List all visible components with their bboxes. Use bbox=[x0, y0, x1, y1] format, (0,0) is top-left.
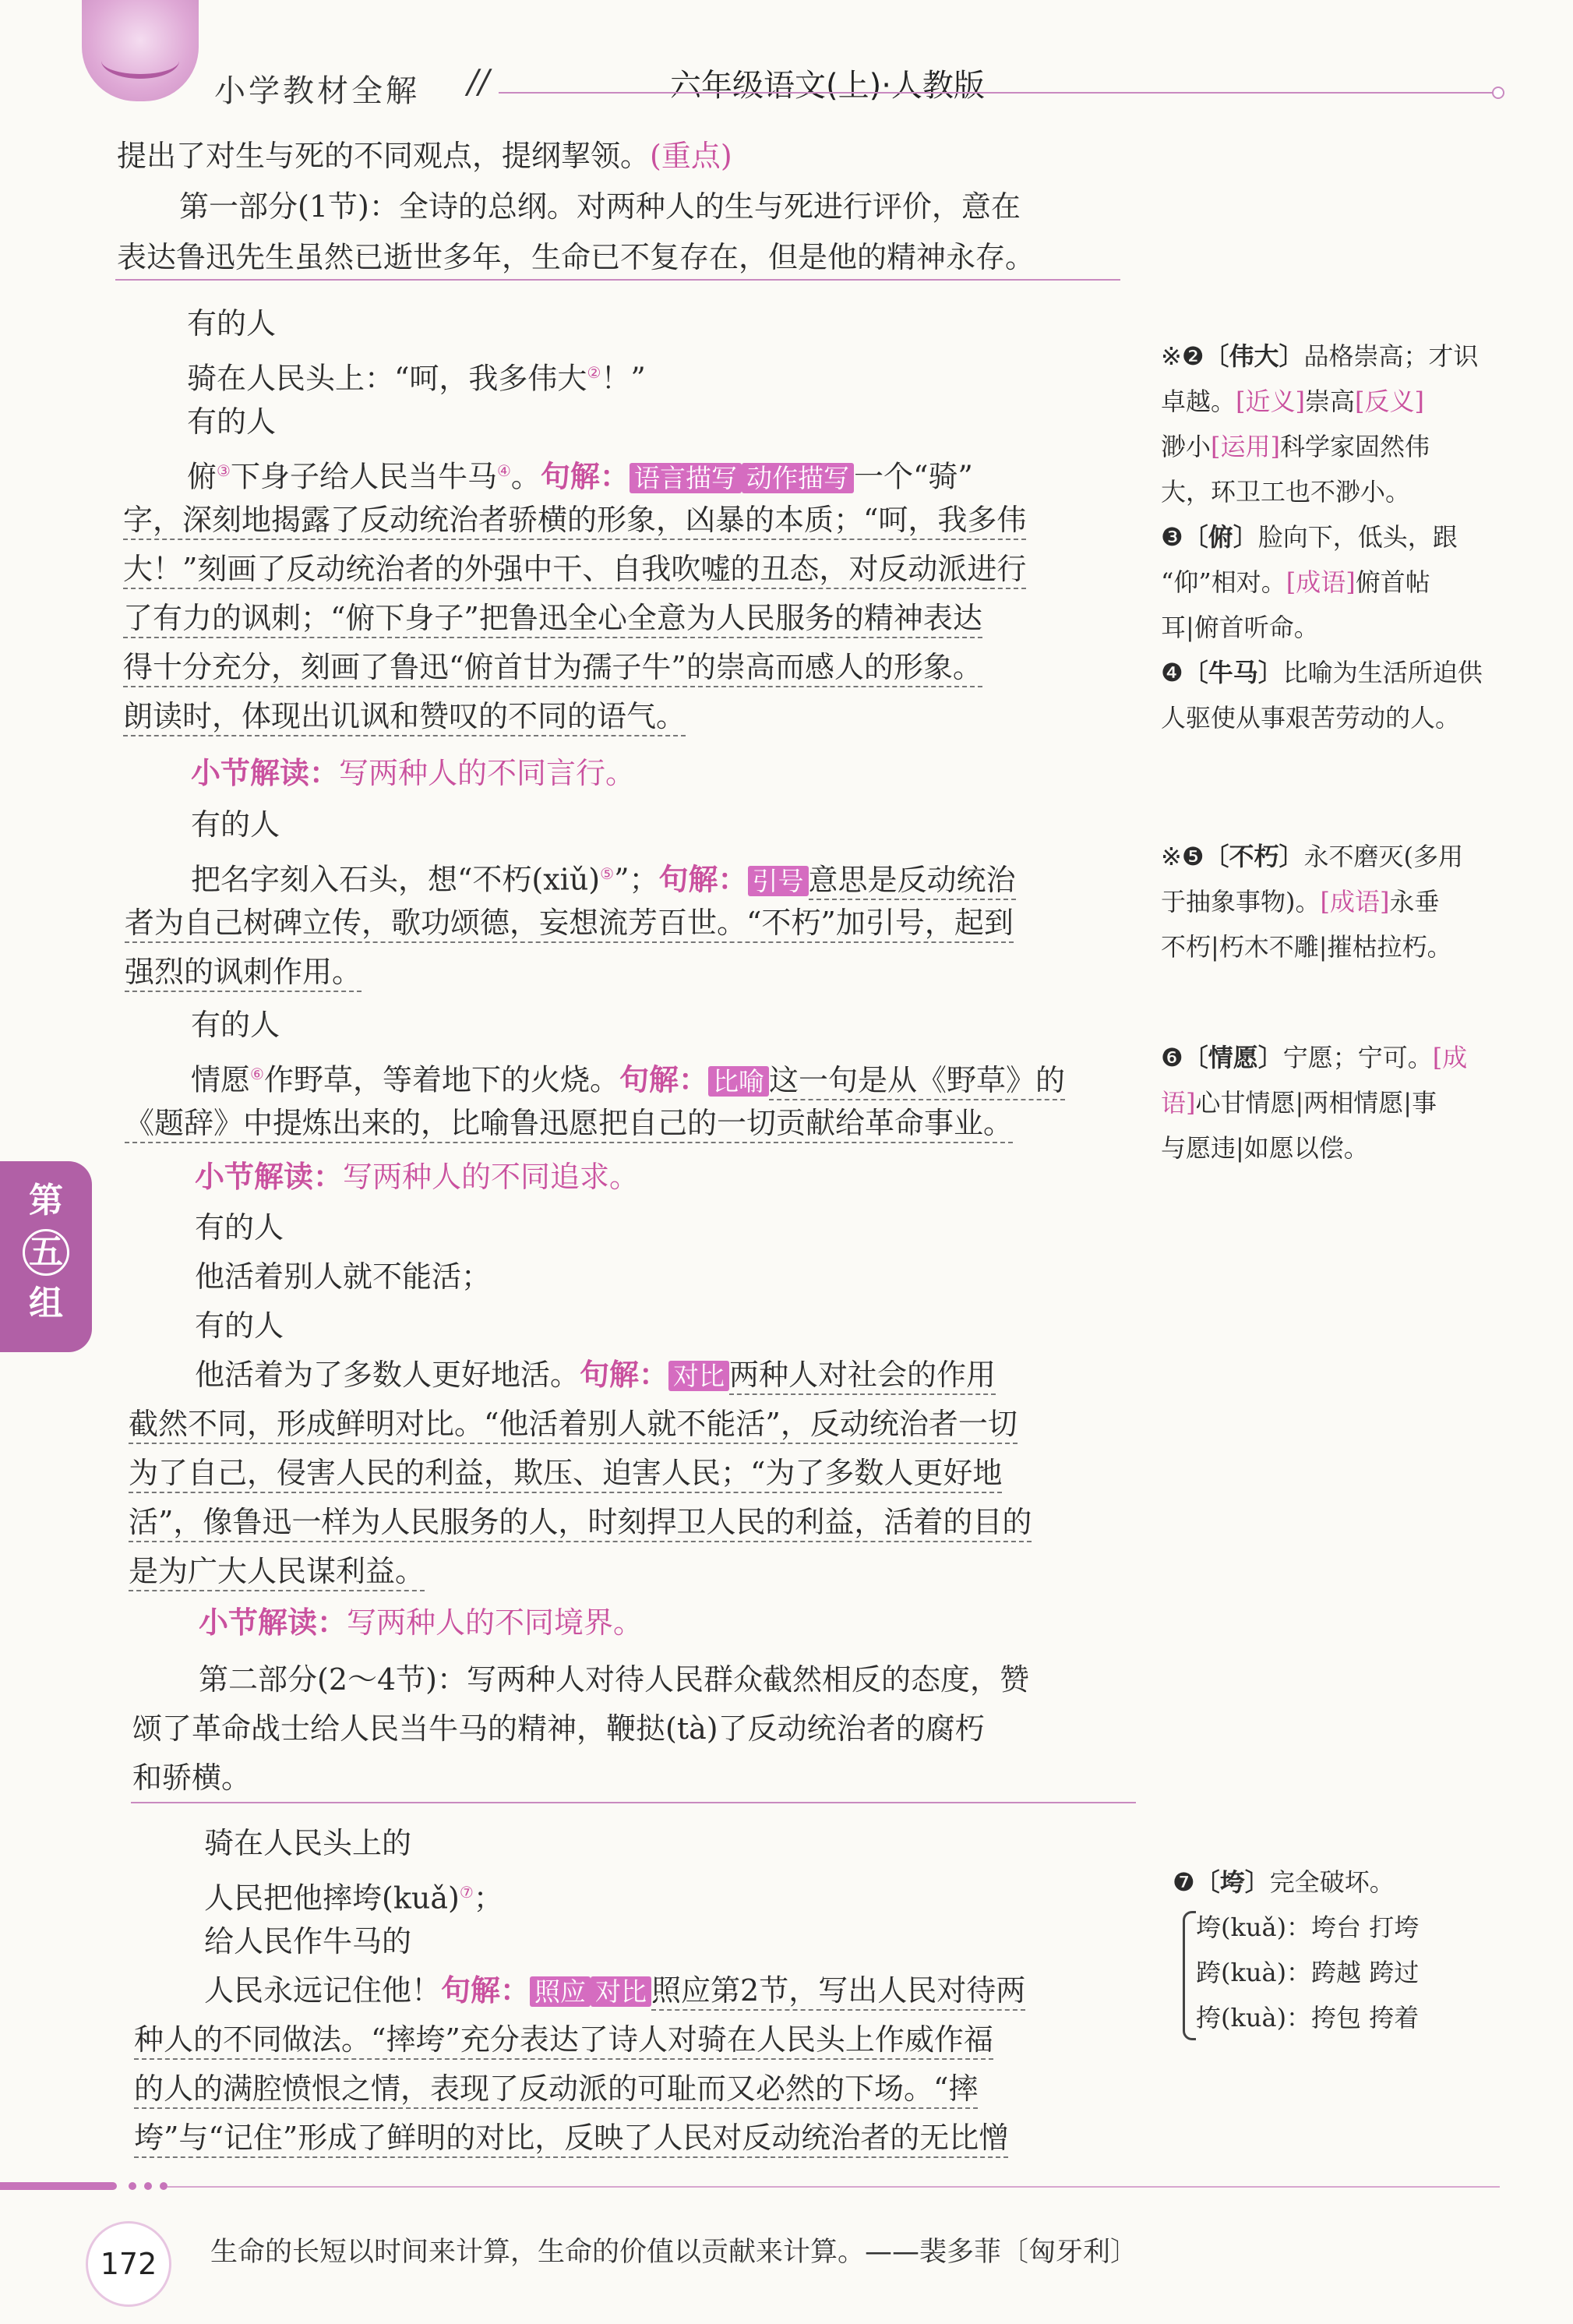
section-summary bbox=[191, 750, 635, 796]
note-term: 〔不朽〕 bbox=[1204, 842, 1304, 871]
annotation-text: 大！”刻画了反动统治者的外强中干、自我吹嘘的丑态，对反动派进行 bbox=[123, 552, 1026, 589]
side-note-line bbox=[1161, 514, 1458, 560]
text-line bbox=[195, 1351, 996, 1400]
highlight-text: 写两种人的不同言行。 bbox=[339, 756, 636, 790]
technique-tag: 比喻 bbox=[708, 1066, 769, 1097]
text-line bbox=[195, 1302, 284, 1349]
side-note-line bbox=[1161, 1080, 1437, 1125]
annotation-text: 种人的不同做法。“摔垮”充分表达了诗人对骑在人民头上作威作福 bbox=[134, 2022, 993, 2060]
text-line bbox=[125, 1100, 1013, 1146]
text-segment: 他活着为了多数人更好地活。 bbox=[195, 1358, 580, 1392]
text-segment: 永垂 bbox=[1389, 887, 1440, 917]
annotation-text: 《题辞》中提炼出来的，比喻鲁迅愿把自己的一切贡献给革命事业。 bbox=[125, 1106, 1013, 1143]
footer-dot bbox=[160, 2182, 168, 2190]
text-segment: 人驱使从事艰苦劳动的人。 bbox=[1161, 703, 1461, 733]
text-line bbox=[125, 899, 1014, 946]
technique-tag: 对比 bbox=[591, 1976, 651, 2007]
highlight-text: 写两种人的不同追求。 bbox=[343, 1160, 640, 1194]
text-segment: 渺小 bbox=[1161, 432, 1211, 461]
text-line bbox=[134, 2114, 1008, 2161]
annotation-text: 的人的满腔愤恨之情，表现了反动派的可耻而又必然的下场。“摔 bbox=[134, 2071, 978, 2109]
text-segment: 一个“骑” bbox=[853, 459, 973, 494]
text-segment: 第二部分(2～4节)：写两种人对待人民群众截然相反的态度，赞 bbox=[199, 1662, 1030, 1697]
text-segment: ”； bbox=[614, 862, 659, 897]
text-line bbox=[134, 2065, 978, 2112]
footnote-marker: ⑥ bbox=[250, 1065, 264, 1083]
text-line bbox=[129, 1400, 1018, 1447]
text-segment: 宁愿；宁可。 bbox=[1282, 1043, 1433, 1072]
text-line bbox=[191, 801, 280, 848]
section-summary bbox=[195, 1153, 639, 1200]
text-line bbox=[195, 1253, 491, 1300]
page-number: 172 bbox=[86, 2221, 171, 2307]
annotation-label: 小节解读： bbox=[199, 1605, 347, 1640]
side-note-line bbox=[1161, 379, 1424, 424]
technique-tag: 引号 bbox=[748, 866, 809, 896]
side-note-line bbox=[1173, 1860, 1395, 1905]
side-note-line bbox=[1161, 605, 1319, 650]
text-segment: 大，环卫工也不渺小。 bbox=[1161, 477, 1411, 507]
side-note-line bbox=[1196, 1995, 1419, 2040]
note-term: 〔垮〕 bbox=[1194, 1867, 1270, 1897]
text-segment: ❻ bbox=[1161, 1043, 1183, 1072]
text-segment: 脸向下，低头，跟 bbox=[1257, 522, 1458, 552]
text-segment: 完全破坏。 bbox=[1269, 1867, 1395, 1897]
side-note-line bbox=[1196, 1950, 1419, 1995]
annotation-label: 小节解读： bbox=[195, 1160, 344, 1194]
note-term: 〔情愿〕 bbox=[1183, 1043, 1283, 1072]
text-segment: 骑在人民头上的 bbox=[204, 1826, 412, 1860]
annotation-text: 垮”与“记住”形成了鲜明的对比，反映了人民对反动统治者的无比憎 bbox=[134, 2121, 1008, 2158]
footnote-marker: ③ bbox=[217, 461, 231, 480]
text-segment: 和骄横。 bbox=[132, 1761, 252, 1795]
text-segment: 他活着别人就不能活； bbox=[195, 1259, 492, 1294]
text-segment: 心甘情愿|两相情愿|事 bbox=[1195, 1088, 1437, 1118]
text-segment: 表达鲁迅先生虽然已逝世多年，生命已不复存在，但是他的精神永存。 bbox=[117, 240, 1035, 274]
text-line bbox=[125, 948, 362, 995]
text-line bbox=[123, 693, 686, 740]
text-segment: 提出了对生与死的不同观点，提纲挈领。 bbox=[117, 139, 651, 173]
text-segment: 颂了革命战士给人民当牛马的精神，鞭挞(tà)了反动统治者的腐朽 bbox=[132, 1711, 985, 1746]
section-summary bbox=[199, 1599, 643, 1646]
annotation-label: 句解： bbox=[540, 459, 630, 494]
footer-dot bbox=[144, 2182, 152, 2190]
annotation-text: 两种人对社会的作用 bbox=[729, 1358, 996, 1395]
annotation-label: 句解： bbox=[619, 1062, 708, 1097]
technique-tag: 动作描写 bbox=[742, 463, 854, 493]
text-segment: 人民把他摔垮(kuǎ) bbox=[204, 1881, 460, 1916]
text-segment: ❸ bbox=[1161, 522, 1183, 552]
annotation-text: 为了自己，侵害人民的利益，欺压、迫害人民；“为了多数人更好地 bbox=[129, 1456, 1002, 1493]
text-segment: ❹ bbox=[1161, 658, 1183, 687]
side-note-line bbox=[1161, 469, 1410, 514]
footnote-marker: ④ bbox=[496, 461, 511, 480]
side-note-line bbox=[1161, 424, 1430, 469]
header-rule-dot bbox=[1492, 87, 1504, 99]
note-category: [成语] bbox=[1320, 887, 1390, 917]
section-rule bbox=[115, 279, 1120, 281]
note-category: [运用] bbox=[1211, 432, 1280, 461]
text-segment: 。 bbox=[510, 459, 541, 494]
annotation-text: 截然不同，形成鲜明对比。“他活着别人就不能活”，反动统治者一切 bbox=[129, 1407, 1018, 1444]
note-term: 〔牛马〕 bbox=[1183, 658, 1283, 687]
note-category: [成语] bbox=[1286, 567, 1356, 597]
annotation-text: 者为自己树碑立传，歌功颂德，妄想流芳百世。“不朽”加引号，起到 bbox=[125, 906, 1014, 943]
text-segment: 把名字刻入石头，想“不朽(xiǔ) bbox=[191, 862, 601, 897]
text-line bbox=[187, 398, 276, 445]
unit-tab-number: 五 bbox=[23, 1229, 69, 1276]
text-segment: 有的人 bbox=[187, 404, 277, 439]
note-category: [成 bbox=[1432, 1043, 1468, 1072]
side-note-line bbox=[1161, 1035, 1467, 1080]
text-line bbox=[179, 183, 1021, 230]
footnote-marker: ② bbox=[587, 363, 601, 382]
text-line bbox=[204, 1820, 411, 1867]
note-category: [近义] bbox=[1236, 387, 1305, 416]
technique-tag: 语言描写 bbox=[630, 463, 742, 493]
text-segment: “仰”相对。 bbox=[1161, 567, 1286, 597]
text-line bbox=[191, 1051, 1065, 1105]
footer-rule bbox=[168, 2186, 1500, 2188]
text-segment: ※❺ bbox=[1161, 842, 1204, 871]
text-segment: 第一部分(1节)：全诗的总纲。对两种人的生与死进行评价，意在 bbox=[179, 189, 1021, 224]
side-note-line bbox=[1161, 695, 1460, 740]
note-term: 〔俯〕 bbox=[1183, 522, 1258, 552]
text-segment: ❼ bbox=[1173, 1867, 1195, 1897]
text-line bbox=[117, 234, 1035, 281]
text-line bbox=[132, 1705, 985, 1752]
text-line bbox=[204, 1869, 503, 1922]
text-line bbox=[191, 850, 1016, 905]
text-line bbox=[199, 1656, 1029, 1703]
unit-tab-line3: 组 bbox=[29, 1284, 63, 1323]
text-segment: 情愿 bbox=[191, 1062, 251, 1097]
text-line bbox=[123, 595, 982, 641]
text-segment: 人民永远记住他！ bbox=[204, 1973, 442, 2008]
text-line bbox=[123, 546, 1026, 592]
side-note-line bbox=[1161, 924, 1452, 970]
text-segment: 俯首帖 bbox=[1355, 567, 1430, 597]
annotation-text: 意思是反动统治 bbox=[809, 863, 1016, 900]
note-term: 〔伟大〕 bbox=[1204, 341, 1304, 371]
text-segment: 垮(kuǎ)：垮台 打垮 bbox=[1196, 1913, 1420, 1942]
footer-quote: 生命的长短以时间来计算，生命的价值以贡献来计算。——裴多菲〔匈牙利〕 bbox=[210, 2237, 1138, 2268]
text-segment: ※❷ bbox=[1161, 341, 1204, 371]
annotation-text: 朗读时，体现出讥讽和赞叹的不同的语气。 bbox=[123, 699, 686, 736]
annotation-text: 字，深刻地揭露了反动统治者骄横的形象，凶暴的本质；“呵，我多伟 bbox=[123, 503, 1026, 540]
unit-tab-line1: 第 bbox=[29, 1181, 63, 1220]
text-segment: 比喻为生活所迫供 bbox=[1282, 658, 1483, 687]
text-segment: 作野草，等着地下的火烧。 bbox=[263, 1062, 619, 1097]
annotation-text: 活”，像鲁迅一样为人民服务的人，时刻捍卫人民的利益，活着的目的 bbox=[129, 1505, 1032, 1542]
text-line bbox=[129, 1548, 425, 1595]
text-segment: 于抽象事物)。 bbox=[1161, 887, 1321, 917]
annotation-text: 是为广大人民谋利益。 bbox=[129, 1554, 425, 1591]
highlight-text: (重点) bbox=[650, 139, 732, 173]
side-note-line bbox=[1161, 560, 1430, 605]
text-segment: 科学家固然伟 bbox=[1280, 432, 1430, 461]
text-line bbox=[191, 1001, 280, 1048]
text-segment: 俯 bbox=[187, 459, 217, 494]
text-segment: 有的人 bbox=[191, 807, 280, 842]
text-line bbox=[132, 1754, 251, 1801]
text-segment: 有的人 bbox=[195, 1210, 284, 1245]
header-subtitle: 六年级语文(上)·人教版 bbox=[670, 68, 985, 104]
section-rule bbox=[131, 1802, 1136, 1803]
text-segment: 崇高 bbox=[1305, 387, 1356, 416]
open-book-icon bbox=[101, 43, 179, 79]
footer-dot bbox=[129, 2182, 136, 2190]
annotation-text: 这一句是从《野草》的 bbox=[769, 1063, 1065, 1100]
side-note-line bbox=[1161, 879, 1440, 924]
text-line bbox=[187, 447, 973, 502]
highlight-text: 写两种人的不同境界。 bbox=[347, 1605, 644, 1640]
text-line bbox=[134, 2016, 993, 2063]
text-segment: 不朽|朽木不雕|摧枯拉朽。 bbox=[1161, 932, 1452, 962]
side-note-line bbox=[1161, 834, 1463, 879]
text-segment: 有的人 bbox=[195, 1309, 284, 1343]
text-segment: 给人民作牛马的 bbox=[204, 1924, 412, 1958]
note-category: [反义] bbox=[1355, 387, 1424, 416]
text-line bbox=[129, 1450, 1002, 1496]
text-line bbox=[129, 1499, 1032, 1545]
side-note-line bbox=[1161, 334, 1479, 379]
annotation-label: 句解： bbox=[580, 1358, 669, 1392]
text-segment: 下身子给人民当牛马 bbox=[230, 459, 497, 494]
unit-tab bbox=[0, 1161, 92, 1352]
technique-tag: 照应 bbox=[530, 1976, 591, 2007]
text-line bbox=[204, 1918, 411, 1965]
text-segment: ！” bbox=[601, 361, 646, 396]
book-title: 小学教材全解 bbox=[214, 73, 420, 109]
text-segment: ； bbox=[473, 1881, 503, 1916]
annotation-text: 强烈的讽刺作用。 bbox=[125, 955, 362, 992]
technique-tag: 对比 bbox=[668, 1361, 729, 1391]
side-note-line bbox=[1161, 650, 1483, 695]
text-line bbox=[117, 132, 732, 179]
text-segment: 与愿违|如愿以偿。 bbox=[1161, 1133, 1369, 1163]
text-line bbox=[187, 349, 646, 402]
text-segment: 耳|俯首听命。 bbox=[1161, 613, 1319, 642]
annotation-label: 小节解读： bbox=[191, 756, 340, 790]
text-segment: 品格崇高；才识 bbox=[1303, 341, 1479, 371]
annotation-text: 了有力的讽刺；“俯下身子”把鲁迅全心全意为人民服务的精神表达 bbox=[123, 601, 982, 638]
text-segment: 有的人 bbox=[191, 1008, 280, 1042]
text-segment: 卓越。 bbox=[1161, 387, 1236, 416]
annotation-text: 照应第2节，写出人民对待两 bbox=[651, 1973, 1025, 2011]
text-line bbox=[204, 1967, 1025, 2015]
annotation-label: 句解： bbox=[658, 862, 748, 897]
side-note-line bbox=[1161, 1125, 1369, 1171]
text-line bbox=[187, 300, 276, 347]
note-category: 语] bbox=[1161, 1088, 1196, 1118]
text-segment: 永不磨灭(多用 bbox=[1303, 842, 1464, 871]
text-line bbox=[123, 644, 982, 690]
annotation-text: 得十分充分，刻画了鲁迅“俯首甘为孺子牛”的崇高而感人的形象。 bbox=[123, 650, 982, 687]
footer-bar bbox=[0, 2182, 117, 2190]
text-segment: 跨(kuà)：跨越 跨过 bbox=[1196, 1958, 1420, 1987]
header-slash: // bbox=[467, 62, 490, 101]
side-note-line bbox=[1196, 1905, 1419, 1950]
text-segment: 骑在人民头上：“呵，我多伟大 bbox=[187, 361, 587, 396]
text-line bbox=[195, 1204, 284, 1251]
footnote-marker: ⑦ bbox=[459, 1883, 474, 1902]
note-brace bbox=[1183, 1911, 1196, 2040]
text-line bbox=[123, 496, 1026, 543]
footnote-marker: ⑤ bbox=[600, 864, 615, 883]
header-rule bbox=[499, 92, 1496, 94]
annotation-label: 句解： bbox=[441, 1973, 531, 2008]
text-segment: 挎(kuà)：挎包 挎着 bbox=[1196, 2003, 1420, 2033]
text-segment: 有的人 bbox=[187, 306, 277, 341]
